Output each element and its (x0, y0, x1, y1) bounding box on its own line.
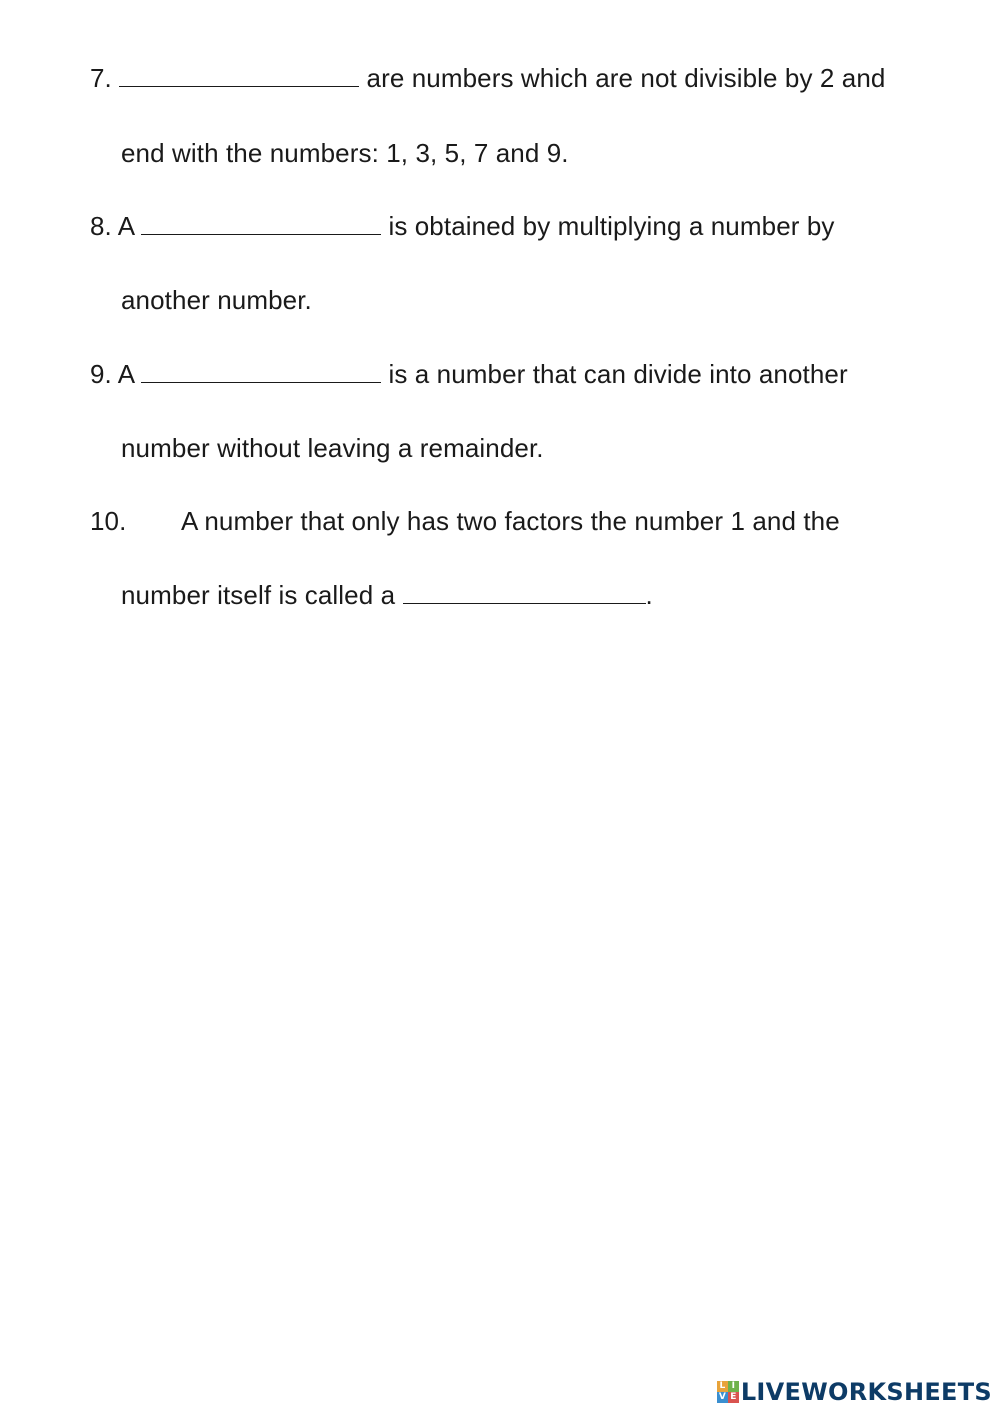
question-9-text-before: A (111, 359, 142, 389)
logo-mark-letter: L (717, 1381, 728, 1392)
question-10-line-1 (90, 505, 840, 537)
question-8-line-1 (90, 210, 835, 242)
question-8-text-after: is obtained by multiplying a number by (381, 211, 835, 241)
question-10-answer-blank[interactable] (403, 579, 646, 604)
question-10-number: 10. (90, 506, 127, 536)
question-10-text-after: . (645, 580, 653, 610)
question-10-text-before: number itself is called a (121, 580, 403, 610)
question-8-text-before: A (111, 211, 142, 241)
question-7-line-1 (90, 62, 885, 94)
question-10-text: A number that only has two factors the number 1 and the (181, 506, 840, 536)
question-8-line-2: another number. (121, 285, 312, 315)
logo-mark-icon (717, 1381, 739, 1403)
question-7-text-after: are numbers which are not divisible by 2 and (359, 63, 886, 93)
question-8-answer-blank[interactable] (141, 210, 381, 235)
question-9-number: 9. (90, 359, 112, 389)
question-7-line-2: end with the numbers: 1, 3, 5, 7 and 9. (121, 138, 569, 168)
question-9-text-after: is a number that can divide into another (381, 359, 848, 389)
logo-text: LIVEWORKSHEETS (740, 1378, 992, 1406)
question-7-number: 7. (90, 63, 112, 93)
logo-mark-letter: I (728, 1381, 739, 1392)
question-8-number: 8. (90, 211, 112, 241)
question-9-line-1 (90, 358, 848, 390)
logo-mark-letter: V (717, 1392, 728, 1403)
question-9-line-2: number without leaving a remainder. (121, 433, 544, 463)
question-7-answer-blank[interactable] (119, 62, 359, 87)
question-10-line-2 (121, 579, 653, 611)
question-9-answer-blank[interactable] (141, 358, 381, 383)
logo-mark-letter: E (728, 1392, 739, 1403)
liveworksheets-logo (717, 1377, 992, 1407)
